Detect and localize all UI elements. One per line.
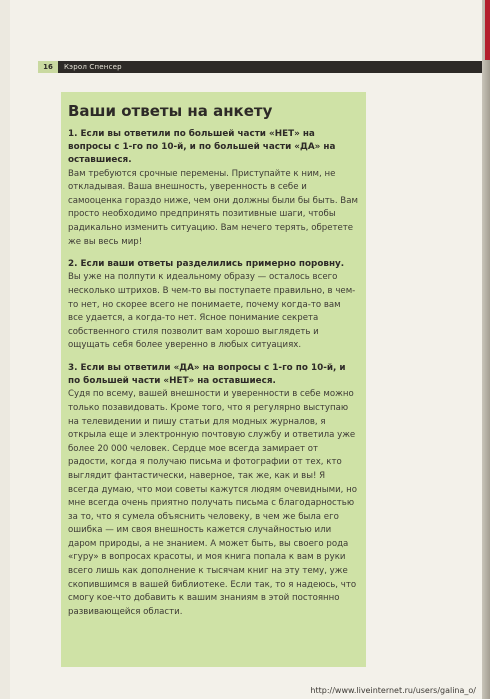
questionnaire-answers-panel [61, 92, 366, 667]
panel-title: Ваши ответы на анкету [68, 102, 273, 120]
source-url: http://www.liveinternet.ru/users/galina_o/ [310, 686, 476, 695]
section-heading-3: 3. Если вы ответили «ДА» на вопросы с 1-го по 10-й, и по большей части «НЕТ» на оставшиеся. [68, 362, 346, 387]
page-number: 16 [38, 61, 58, 73]
section-body-1: Вам требуются срочные перемены. Приступайте к ним, не откладывая. Ваша внешность, уверенность в себе и самооценка гораздо ниже, чем они должны были бы быть. Вам просто необходимо предпринять позитивные шаги, чтобы радикально изменить ситуацию. Вам нечего терять, обретете же вы весь мир! [68, 168, 358, 247]
section-heading-2: 2. Если ваши ответы разделились примерно поровну. [68, 259, 345, 270]
section-body-2: Вы уже на полпути к идеальному образу — осталось всего несколько штрихов. В чем-то вы поступаете правильно, в чем-то нет, но скорее всего не понимаете, почему когда-то вам все удается, а когда-то нет. Ясное понимание секрета собственного стиля позволит вам хорошо выглядеть и ощущать себя более уверенно в любых ситуациях. [68, 272, 356, 351]
running-header-author: Кэрол Спенсер [64, 63, 122, 71]
page-binding [482, 0, 490, 699]
section-body-3: Судя по всему, вашей внешности и уверенности в себе можно только позавидовать. Кроме того, что я регулярно выступаю на телевидении и пишу статьи для модных журналов, я открыла еще и электронную почтовую службу и ответила уже более 20 000 человек. Сердце мое всегда замирает от радости, когда я получаю письма и фотографии от тех, кто выглядит фантастически, наверное, так же, как и вы! Я всегда думаю, что мои советы кажутся людям очевидными, но мне всегда очень приятно получать письма с благодарностью за то, что я сумела объяснить человеку, в чем же была его ошибка — им своя внешность кажется случайностью или даром природы, а не знанием. А может быть, вы своего рода «гуру» в вопросах красоты, и моя книга попала к вам в руки всего лишь как дополнение к тысячам книг на эту тему, уже скопившимся в вашей библиотеке. Если так, то я надеюсь, что смогу кое-что добавить к вашим знаниям в этой постоянно развивающейся области. [68, 389, 357, 617]
cover-edge [485, 0, 490, 60]
section-heading-1: 1. Если вы ответили по большей части «НЕТ» на вопросы с 1-го по 10-й, и по большей части «ДА» на оставшиеся. [68, 129, 336, 166]
